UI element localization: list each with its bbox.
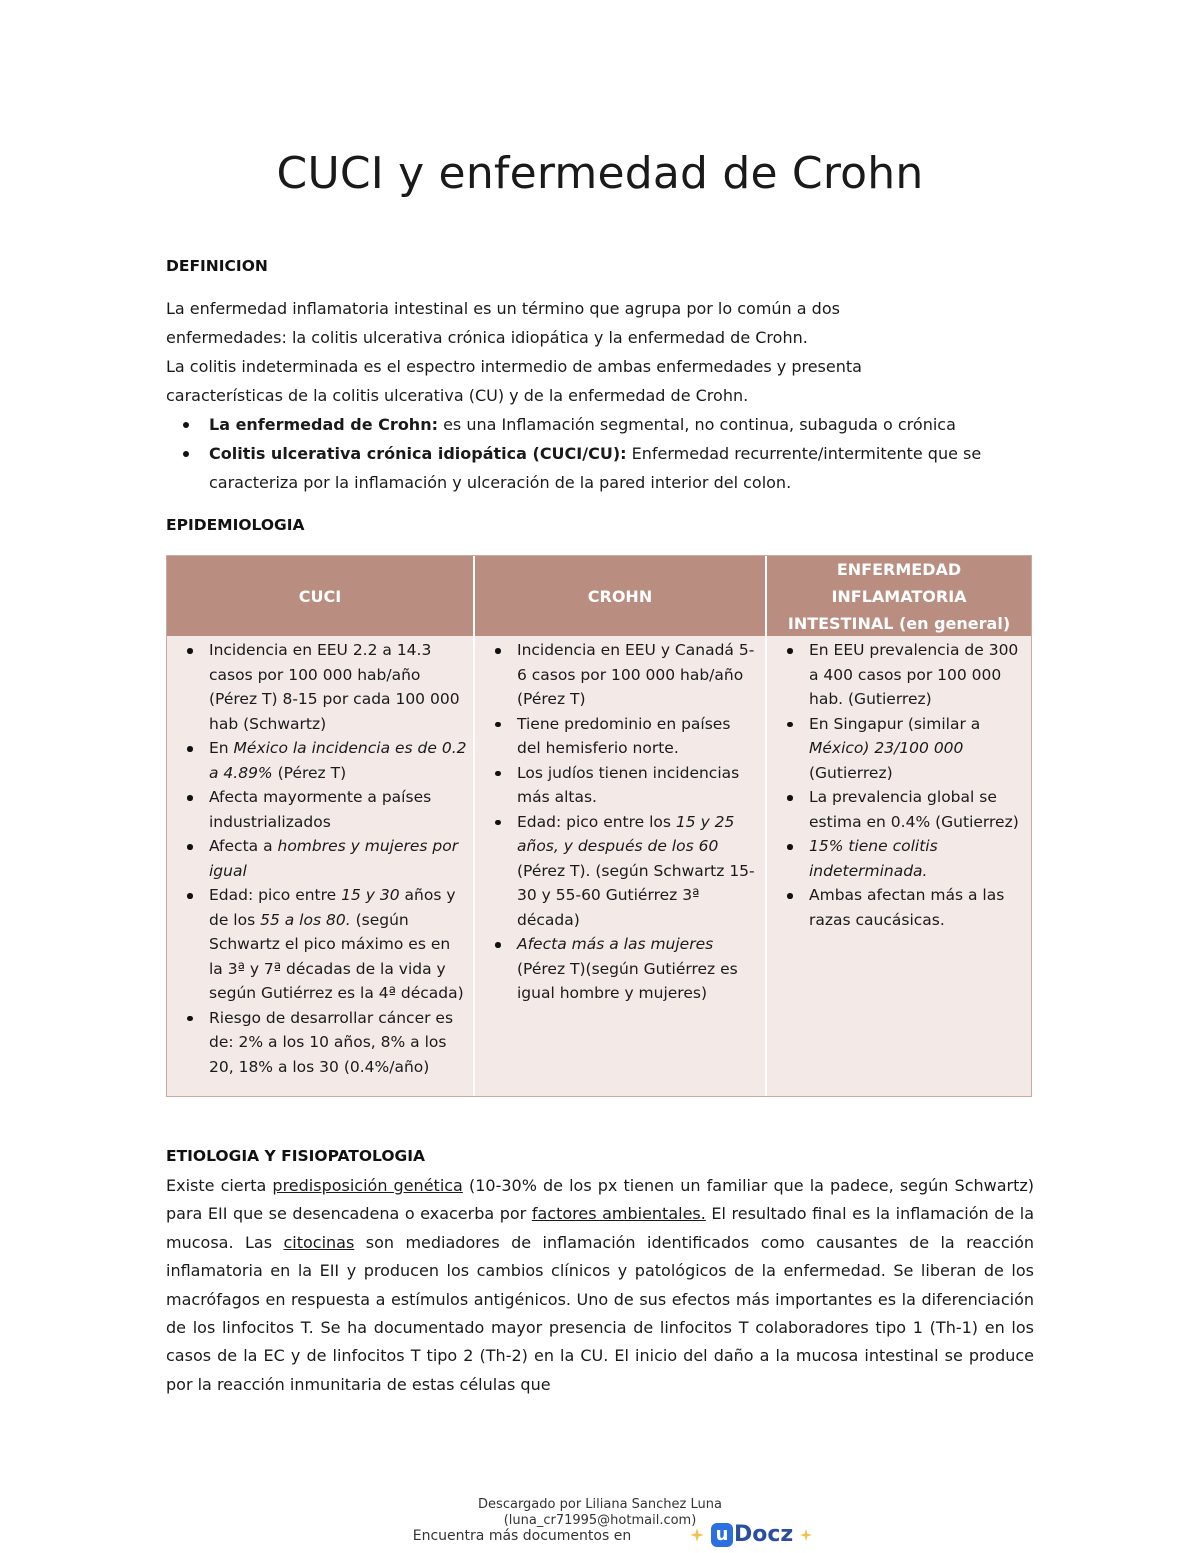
list-item — [767, 638, 1025, 712]
cuci-incidencia: Incidencia en EEU 2.2 a 14.3 casos por 100 000 hab/año (Pérez T) 8-15 por cada 100 000 hab (Schwartz) — [209, 641, 460, 733]
etiologia-heading: ETIOLOGIA Y FISIOPATOLOGIA — [166, 1147, 426, 1165]
etiologia-underline-citocinas: citocinas — [283, 1232, 355, 1252]
list-item — [167, 785, 467, 834]
list-item — [167, 834, 467, 883]
list-item — [767, 834, 1025, 883]
list-item — [767, 785, 1025, 834]
bullet-cuci-label: Colitis ulcerativa crónica idiopática (CUCI/CU): — [209, 444, 627, 463]
eii-colitis-indeterminada: 15% tiene colitis indeterminada. — [809, 837, 938, 880]
footer-find-more[interactable]: Encuentra más documentos en — [412, 1528, 632, 1544]
list-item — [475, 761, 757, 810]
eii-prevalencia-global: La prevalencia global se estima en 0.4% (Gutierrez) — [809, 788, 1019, 831]
sparkle-icon — [689, 1527, 705, 1543]
column-header-crohn: CROHN — [587, 586, 653, 606]
cuci-paises: Afecta mayormente a países industrializados — [209, 788, 432, 831]
list-item — [767, 712, 1025, 786]
list-item — [167, 883, 467, 1006]
list-item — [767, 883, 1025, 932]
cuci-mexico-italic: México la incidencia es de 0.2 a 4.89% — [209, 739, 467, 782]
definicion-line-4: características de la colitis ulcerativa (CU) y de la enfermedad de Crohn. — [166, 386, 749, 405]
crohn-mujeres-italic: Afecta más a las mujeres — [517, 935, 714, 953]
crohn-edad-rest: (Pérez T). (según Schwartz 15-30 y 55-60 Gutiérrez 3ª década) — [517, 861, 755, 929]
eii-singapur-source: (Gutierrez) — [809, 763, 893, 782]
crohn-hemisferio: Tiene predominio en países del hemisferio norte. — [517, 714, 731, 757]
udocz-logo[interactable] — [689, 1522, 813, 1547]
list-item — [475, 932, 757, 1006]
udocz-logo-text: Docz — [734, 1522, 794, 1547]
cuci-edad-rest: (según Schwartz el pico máximo es en la 3ª y 7ª décadas de la vida y según Gutiérrez es la 4ª década) — [209, 910, 464, 1002]
etiologia-underline-genetica: predisposición genética — [272, 1176, 463, 1195]
cuci-edad-italic-2: 55 a los 80. — [260, 910, 351, 929]
column-header-eii: ENFERMEDAD INFLAMATORIA INTESTINAL (en general) — [787, 559, 1011, 633]
definicion-bullets — [166, 410, 1036, 497]
cuci-edad-italic-1: 15 y 30 — [341, 886, 400, 904]
cuci-edad-prefix: Edad: pico entre — [209, 886, 342, 904]
list-item — [475, 712, 757, 761]
cuci-sexo-italic: hombres y mujeres por igual — [209, 837, 459, 880]
eii-singapur-italic: México) 23/100 000 — [809, 739, 964, 757]
footer-email: (luna_cr71995@hotmail.com) — [503, 1513, 697, 1528]
crohn-edad-italic: 15 y 25 años, y después de los 60 — [517, 812, 735, 855]
etiologia-text-3: El resultado final es la inflamación de la mucosa. Las — [166, 1204, 1035, 1252]
list-item — [475, 810, 757, 933]
cuci-sexo-prefix: Afecta a — [209, 837, 278, 855]
list-item — [167, 1006, 467, 1080]
page-title: CUCI y enfermedad de Crohn — [276, 148, 924, 199]
cuci-mexico-prefix: En — [209, 739, 234, 757]
eii-singapur-prefix: En Singapur (similar a — [809, 714, 981, 733]
definicion-line-2: enfermedades: la colitis ulcerativa crónica idiopática y la enfermedad de Crohn. — [166, 328, 808, 347]
column-header-cuci: CUCI — [298, 586, 342, 606]
cell-cuci — [167, 638, 467, 1079]
crohn-judios: Los judíos tienen incidencias más altas. — [517, 763, 740, 806]
bullet-cuci — [166, 439, 1036, 497]
etiologia-underline-ambientales: factores ambientales. — [531, 1204, 706, 1224]
bullet-cuci-text: Enfermedad recurrente/intermitente que se caracteriza por la inflamación y ulceración de la pared interior del colon. — [209, 444, 982, 492]
epidemiologia-table — [166, 555, 1032, 1097]
cuci-mexico-source: (Pérez T) — [272, 763, 347, 782]
definicion-line-1: La enfermedad inflamatoria intestinal es un término que agrupa por lo común a dos — [166, 299, 840, 318]
etiologia-text-4: son mediadores de inflamación identificados como causantes de la reacción inflamatoria en la EII y producen los cambios clínicos y patológicos de la enfermedad. Se liberan de los macrófagos en respuesta a estímulos antigénicos. Uno de sus efectos más importantes es la diferenciación de los linfocitos T. Se ha documentado mayor presencia de linfocitos T colaboradores tipo 1 (Th-1) en los casos de la EC y de linfocitos T tipo 2 (Th-2) en la CU. El inicio del daño a la mucosa intestinal se produce por la reacción inmunitaria de estas células que — [166, 1232, 1035, 1394]
etiologia-text-2: (10-30% de los px tienen un familiar que la padece, según Schwartz) para EII que se desencadena o exacerba por — [166, 1176, 1035, 1224]
eii-prevalencia-eeu: En EEU prevalencia de 300 a 400 casos por 100 000 hab. (Gutierrez) — [809, 641, 1019, 708]
bullet-crohn-label: La enfermedad de Crohn: — [209, 415, 438, 434]
crohn-edad-prefix: Edad: pico entre los — [517, 812, 676, 831]
list-item — [167, 638, 467, 736]
list-item — [475, 638, 757, 712]
list-item — [167, 736, 467, 785]
etiologia-paragraph — [166, 1172, 1034, 1399]
footer-downloaded-by: Descargado por Liliana Sanchez Luna — [478, 1497, 722, 1512]
bullet-crohn-text: es una Inflamación segmental, no continua, subaguda o crónica — [437, 415, 956, 434]
eii-razas: Ambas afectan más a las razas caucásicas. — [809, 886, 1005, 929]
cuci-riesgo-cancer: Riesgo de desarrollar cáncer es de: 2% a los 10 años, 8% a los 20, 18% a los 30 (0.4%/año) — [209, 1008, 454, 1076]
etiologia-text-1: Existe cierta — [166, 1176, 273, 1195]
definicion-heading: DEFINICION — [166, 257, 268, 275]
cuci-edad-mid: años y de los — [209, 886, 456, 929]
epidemiologia-heading: EPIDEMIOLOGIA — [166, 516, 305, 534]
cell-crohn — [475, 638, 757, 1006]
crohn-mujeres-rest: (Pérez T)(según Gutiérrez es igual hombre y mujeres) — [517, 959, 738, 1002]
crohn-incidencia: Incidencia en EEU y Canadá 5-6 casos por 100 000 hab/año (Pérez T) — [517, 641, 755, 708]
definicion-paragraph — [166, 294, 1036, 410]
cell-eii — [767, 638, 1025, 932]
udocz-logo-badge: u — [711, 1523, 733, 1547]
definicion-line-3: La colitis indeterminada es el espectro intermedio de ambas enfermedades y presenta — [166, 357, 862, 376]
sparkle-icon — [799, 1528, 813, 1542]
bullet-crohn — [166, 410, 1036, 439]
